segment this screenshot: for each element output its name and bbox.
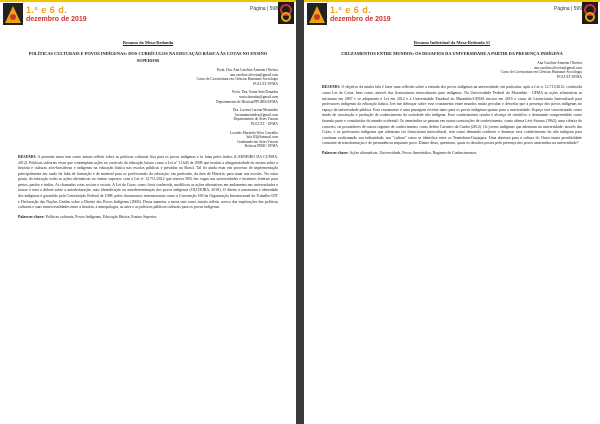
document-page-right bbox=[304, 0, 600, 424]
author-name: Profa. Dra. Sonia Salo Donadas bbox=[232, 90, 278, 95]
banner-bar bbox=[0, 0, 296, 2]
author-email: ana.caroline.oliveira@gmail.com bbox=[230, 72, 278, 77]
abstract-label: RESUMO: bbox=[18, 154, 37, 159]
abstract-text: O objetivo da minha fala é fazer uma reflexão sobre a entrada dos povos indígenas na universidade, em particular, após a Lei n. 12.711/2012, conhecida como Lei de Cotas, bem como, através das licenciaturas interculturais para indígenas. Na Universidade Federal do Maranhão - UFMA as ações afirmativas se iniciaram em 2007 e se adaptaram à Lei em 2012 e a Universidade Estadual do Maranhão-UEMA iniciou em 2016 o curso de Licenciatura Intercultural para professores indígenas da educação básica. Irei me debruçar sobre esse cruzamento entre mundos muito peculiar e desvelar que a presença dos povos indígenas no espaço da universidade pública. Esta cruzamento é uma passagem recente tanto para os povos indígenas quanto para a universidade. Espaço este caracterizado como sendo de construção e produção de conhecimento da sociedade não indígena. Esse conhecimento resulta e alcança de científico e dominante compreendido como fazendo parte e constituidor do mundo ocidental. Os ameríndios se pautam em outras construções de conhecimento, como afirma Lévi-Strauss (1962), uma ciência do concreto, ou possuidores de outros regimes de conhecimento, como define Carneiro da Cunha (2012). Os jovens indígenas que adentram na universidade, através das Cotas, e os professores indígenas que adentram via licenciatura intercultural, tem como demanda conhecer e dominar esse conhecimento do não indígena para continuar reafirmando sua indianidade, sua "cultura" como se identifica entre os Tenetehara-Guajajara. Uma abertura para a cultura do Outro numa possibilidade constante de transformação e de permanência enquanto povo. Diante disso, questiono, quais os desafios postos pela presença dos povos amerindios na universidade? bbox=[322, 85, 582, 146]
author-org: PGCULT - UFMA bbox=[251, 121, 278, 126]
author-block bbox=[322, 61, 582, 79]
author-email: lucianamenindez@gmail.com bbox=[235, 112, 278, 117]
author-org: PGCULT-UFMA bbox=[253, 81, 278, 86]
author-list bbox=[322, 61, 582, 79]
author-list bbox=[18, 68, 278, 149]
author-email: sonia.donadas@gmail.com bbox=[239, 94, 278, 99]
keywords-label: Palavras-chave: bbox=[18, 214, 45, 219]
author-affiliation: Curso de Licenciatura em Ciências Humanas-Sociologia bbox=[196, 77, 278, 82]
page-content bbox=[18, 40, 278, 220]
author-org: Bolsista PIBIC-UFMA bbox=[244, 144, 278, 149]
author-org: PGCULT-UFMA bbox=[557, 74, 582, 79]
event-logo-icon bbox=[307, 3, 327, 25]
keywords-text: Políticas culturais, Povos Indígenas, Educação Básica, Ensino Superior. bbox=[45, 214, 158, 219]
paper-title: POLÍTICAS CULTURAIS E POVOS INDÍGENAS: DOS CURRÍCULOS NA EDUCAÇÃO BÁSICA ÀS COTAS NO ENSINO SUPERIOR bbox=[28, 51, 268, 63]
keywords bbox=[322, 151, 582, 157]
author-block bbox=[18, 68, 278, 86]
document-page-left bbox=[0, 0, 296, 424]
event-title: 1.º e 6 d. bbox=[26, 5, 68, 15]
author-email: lulu.83@hotmail.com bbox=[246, 135, 278, 140]
author-affiliation: Departamento de Artes Visuais bbox=[233, 117, 278, 122]
author-block bbox=[18, 90, 278, 104]
author-name: Lourdes Marinela Silva Carvalho bbox=[229, 130, 278, 135]
keywords bbox=[18, 215, 278, 221]
page-number: Página | 599 bbox=[554, 6, 582, 12]
event-date: dezembro de 2019 bbox=[26, 16, 87, 23]
event-date: dezembro de 2019 bbox=[330, 16, 391, 23]
event-title: 1.º e 6 d. bbox=[330, 5, 372, 15]
event-banner bbox=[0, 0, 296, 30]
section-heading: Resumo da Mesa-Redonda bbox=[122, 40, 174, 45]
abstract-text: A presente mesa tem como intuito refletir sobre as políticas culturais fixa para os povos indígenas e às lutas pelos índios (CARNEIRO DA CUNHA, 2012). Políticas culturais essas que contemplam ações no currículo da educação básica como a Lei nº 11.645 de 2008 que institui a obrigatoriedade do ensino sobre a história e culturas afro-brasileiras e indígenas na educação básica nas escolas públicas e privadas no Brasil. Tal lei ainda estar em processo de implementação principalmente em razão da falta de formação e de material para os profissionais da educação, em particular, da área de História, para atuar nas escolas. Na outra ponta, da educação estão as ações afirmativas no ensino superior, com a Lei nº 12.711/2012 que reserva 50% das vagas nas universidades e institutos federais para pretos, pardos e índios. As chamadas cotas sociais e raciais. A Lei de Cotas, como ficou conhecida, modificou as ações afirmativas em andamento nas universidades e trouxe à tona o debate sobre a autodeclaração, auto identificação ou autodeterminação dos povos indígenas (OLIVEIRA, 2018). O direito à autonomia e identidade dos indígenas é garantido pela Constituição Federal de 1988, pelos documentos internacionais como a Convenção 169 da Organização Internacional do Trabalho-OIT e Declaração das Nações Unidas sobre o Direito dos Povos Indígenas (2006). Dessa maneira, a mesa tem como intuito refletir acerca das implicações das políticas culturais e suas transversalidades entre a história, a antropologia, as artes e as políticas públicas culturais para os povos indígenas. bbox=[18, 154, 279, 210]
paper-title: CRUZAMENTOS ENTRE MUNDOS: OS DESAFIOS DA UNIVERSIDADE A PARTIR DA PRESENÇA INDÍGENA bbox=[341, 51, 563, 56]
section-heading: Resumo Individual da Mesa-Redonda #1 bbox=[413, 40, 491, 45]
keywords-text: Ações afirmativas, Universidade, Povos Ameríndios, Regimes de Conhecimentos. bbox=[349, 150, 478, 155]
page-content bbox=[322, 40, 582, 157]
abstract bbox=[322, 85, 582, 147]
keywords-label: Palavras-chave: bbox=[322, 150, 349, 155]
event-logo-icon bbox=[3, 3, 23, 25]
abstract-label: RESUMO: bbox=[322, 85, 341, 90]
author-name: Profa. Dra. Ana Caroline Amorim Oliveira bbox=[216, 68, 278, 72]
author-affiliation: Departamento de História/PPGHIS/UFMA bbox=[216, 99, 278, 104]
author-affiliation: Graduanda em Artes Visuais bbox=[237, 139, 278, 144]
institution-logo-icon bbox=[278, 2, 294, 24]
institution-logo-icon bbox=[582, 2, 598, 24]
abstract bbox=[18, 155, 278, 211]
author-block bbox=[18, 108, 278, 126]
author-email: ana.caroline.oliveira@gmail.com bbox=[534, 65, 582, 70]
author-affiliation: Curso de Licenciatura em Ciências Humanas-Sociologia bbox=[500, 70, 582, 75]
author-block bbox=[18, 131, 278, 149]
banner-bar bbox=[304, 0, 600, 2]
page-number: Página | 598 bbox=[250, 6, 278, 12]
author-name: Ana Caroline Amorim Oliveira bbox=[537, 61, 582, 65]
event-banner bbox=[304, 0, 600, 30]
author-name: Dra. Lucena Lucena Menendez bbox=[232, 108, 278, 113]
